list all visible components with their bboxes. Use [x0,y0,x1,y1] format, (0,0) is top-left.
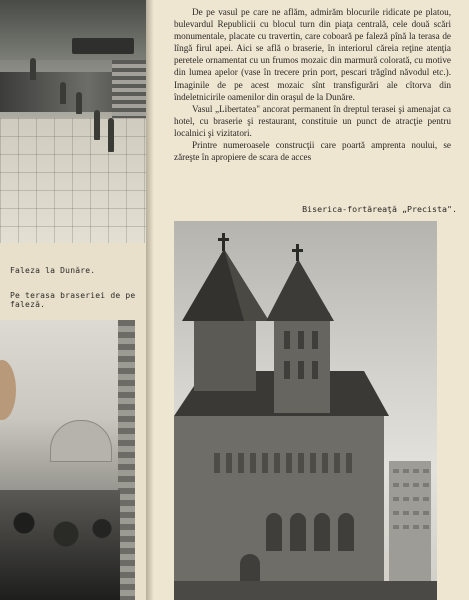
caption-promenade: Faleza la Dunăre. [10,266,96,275]
cross-icon [296,244,299,261]
church-photo-caption: Biserica-fortăreaţă „Precista". [302,204,457,214]
body-text [174,6,451,163]
church-wall [174,416,384,600]
person [60,82,66,104]
paragraph: Vasul „Libertatea" ancorat permanent în dreptul terasei şi amenajat ca hotel, cu braserie şi restaurant, constituie un punct de atracţie pentru localnici şi vizitatori. [174,103,451,138]
umbrella [50,420,112,462]
paragraph: De pe vasul pe care ne aflăm, admirăm blocurile ridicate pe platou, bulevardul Republicii cu blocul turn din piaţa centrală, cele două scări monumentale, placate cu travertin, care coboară pe faleză pînă la terasa de lîngă firul apei. Aici se află o braserie, în interiorul căreia reţine atenţia peretele ornamentat cu un frumos mozaic din marmură colorată, cu motive din lumea apelor (vase în trecere prin port, pescari trăgînd năvodul etc.). Imaginile de pe acest mozaic sînt transfigurări ale cîtorva din îndeletnicirile oamenilor din oraşul de la Dunăre. [174,7,451,102]
right-page [154,0,469,600]
cross-icon [222,233,225,251]
photo-danube-promenade [0,0,146,243]
church-illustration [174,221,437,600]
lamp-globe [0,360,16,420]
photo-brasserie-terrace [0,320,135,600]
ship [72,38,134,54]
person [76,92,82,114]
apartment-block [389,461,431,600]
left-page [0,0,150,600]
person [30,58,36,80]
building [118,320,135,600]
person [108,118,114,152]
person [94,110,100,140]
photo-precista-church [174,221,437,600]
paragraph: Printre numeroasele construcţii care poartă amprenta noului, se zăreşte în apropiere de scara de acces [174,140,451,163]
crowd [0,490,120,600]
book-gutter [146,0,154,600]
terrace-pavement [0,118,146,243]
left-tower [194,311,256,391]
caption-terrace: Pe terasa braseriei de pe faleză. [10,291,136,309]
